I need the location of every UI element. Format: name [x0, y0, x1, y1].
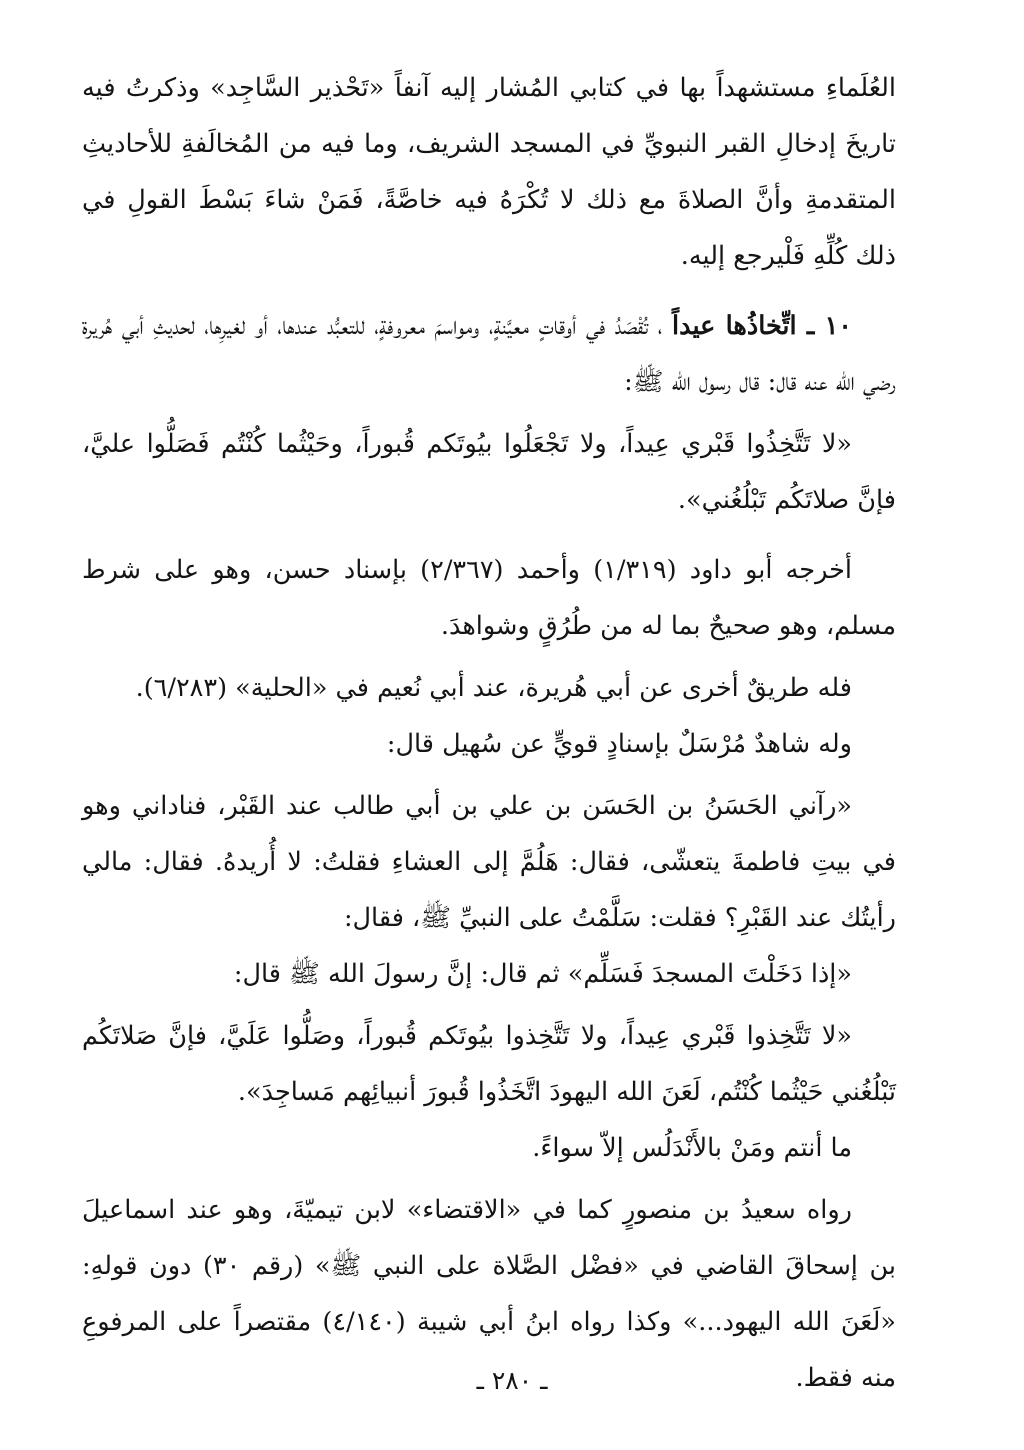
- line: إدخالِ القبر النبويِّ في المسجد الشريف، وما فيه من المُخالَفةِ للأحاديثِ: [82, 129, 836, 159]
- paragraph-2: [82, 298, 896, 410]
- hadith-quote-2: [82, 1008, 896, 1120]
- line: عندها، أو لغيرِها، لحديثِ أبي هُريرة رضي الله عنه قال: قال رسول الله ﷺ:: [82, 311, 896, 397]
- line: المتقدمةِ وأنَّ الصلاةَ مع ذلك لا تُكْرَهُ فيه خاصَّةً، فَمَنْ شاءَ بَسْطَ القولِ في ذلك: [82, 185, 896, 271]
- line: كُلِّهِ فَلْيرجع إليه.: [680, 241, 848, 271]
- line: صَلاتَكُم تَبْلُغُني حَيْثُما كُنْتُم، لَعَنَ الله اليهودَ اتَّخَذُوا قُبورَ أنبيائِهم مَساجِدَ».: [82, 1021, 896, 1107]
- line: وله شاهدٌ مُرْسَلٌ بإسنادٍ قويٍّ عن سُهيل قال:: [386, 729, 852, 759]
- line: «إذا دَخَلْتَ المسجدَ فَسَلِّم» ثم قال: إنَّ رسولَ الله ﷺ قال:: [233, 959, 852, 989]
- paragraph-andalus: [82, 1120, 896, 1176]
- numbered-heading: ١٠ ـ اتِّخاذُها عيداً: [671, 311, 852, 341]
- line: مسلم، وهو صحيحٌ بما له من طُرُقٍ وشواهدَ.: [440, 611, 896, 641]
- line: اليهود...» وكذا رواه ابنُ أبي شيبة (٤/١٤٠) مقتصراً على المرفوعِ منه فقط.: [82, 1307, 896, 1393]
- line: العُلَماءِ مستشهداً بها في كتابي المُشار إليه آنفاً «تَحْذير السَّاجِد» وذكرتُ فيه تاريخَ: [82, 73, 897, 159]
- paragraph-takhrij: [82, 542, 896, 654]
- body-text: [82, 60, 896, 1406]
- hadith-quote-1: [82, 416, 896, 528]
- line: إسحاقَ القاضي في «فضْل الصَّلاة على النبي ﷺ» (رقم ٣٠) دون قولهِ: «لَعَنَ الله: [82, 1251, 896, 1337]
- line: «رآني الحَسَنُ بن الحَسَن بن علي بن أبي طالب عند القَبْر، فناداني وهو في: [82, 791, 896, 877]
- line: فله طريقٌ أخرى عن أبي هُريرة، عند أبي نُعيم في «الحلية» (٦/٢٨٣).: [135, 673, 852, 703]
- line: رواه سعيدُ بن منصورٍ كما في «الاقتضاء» لابن تيميّةَ، وهو عند اسماعيلَ بن: [82, 1195, 896, 1281]
- line: بيتِ فاطمةَ يتعشّى، فقال: هَلُمَّ إلى العشاءِ فقلتُ: لا أُريدهُ. فقال: مالي رأيتُك: [82, 847, 896, 933]
- page-number: ـ ٢٨٠ ـ: [476, 1366, 548, 1395]
- paragraph-1: [82, 60, 896, 284]
- line: «لا تَتَّخِذُوا قَبْري عِيداً، ولا تَجْعَلُوا بيُوتَكم قُبوراً، وحَيْثُما كُنْتُم فَصَلُّوا: [146, 429, 852, 459]
- line: عند القَبْرِ؟ فقلت: سَلَّمْتُ على النبيِّ ﷺ، فقال:: [343, 903, 833, 933]
- paragraph-witness: [82, 716, 896, 772]
- line: ما أنتم ومَنْ بالأَنْدَلُس إلاّ سواءً.: [532, 1133, 852, 1163]
- line: أخرجه أبو داود (١/٣١٩) وأحمد (٢/٣٦٧) بإسناد حسن، وهو على شرط: [82, 555, 852, 585]
- line: عليَّ، فإنَّ صلاتَكُم تَبْلُغُني».: [82, 429, 896, 515]
- narration-quote: [82, 778, 896, 946]
- paragraph-another-route: [82, 660, 896, 716]
- narration-quote-2: [82, 946, 896, 1002]
- line: ، تُقْصَدُ في أوقاتٍ معيَّنةٍ، ومواسمَ معروفةٍ، للتعبُّد: [327, 311, 663, 341]
- line: «لا تَتَّخِذوا قَبْري عِيداً، ولا تَتَّخِذوا بيُوتَكم قُبوراً، وصَلُّوا عَلَيَّ، فإنَّ: [168, 1021, 853, 1051]
